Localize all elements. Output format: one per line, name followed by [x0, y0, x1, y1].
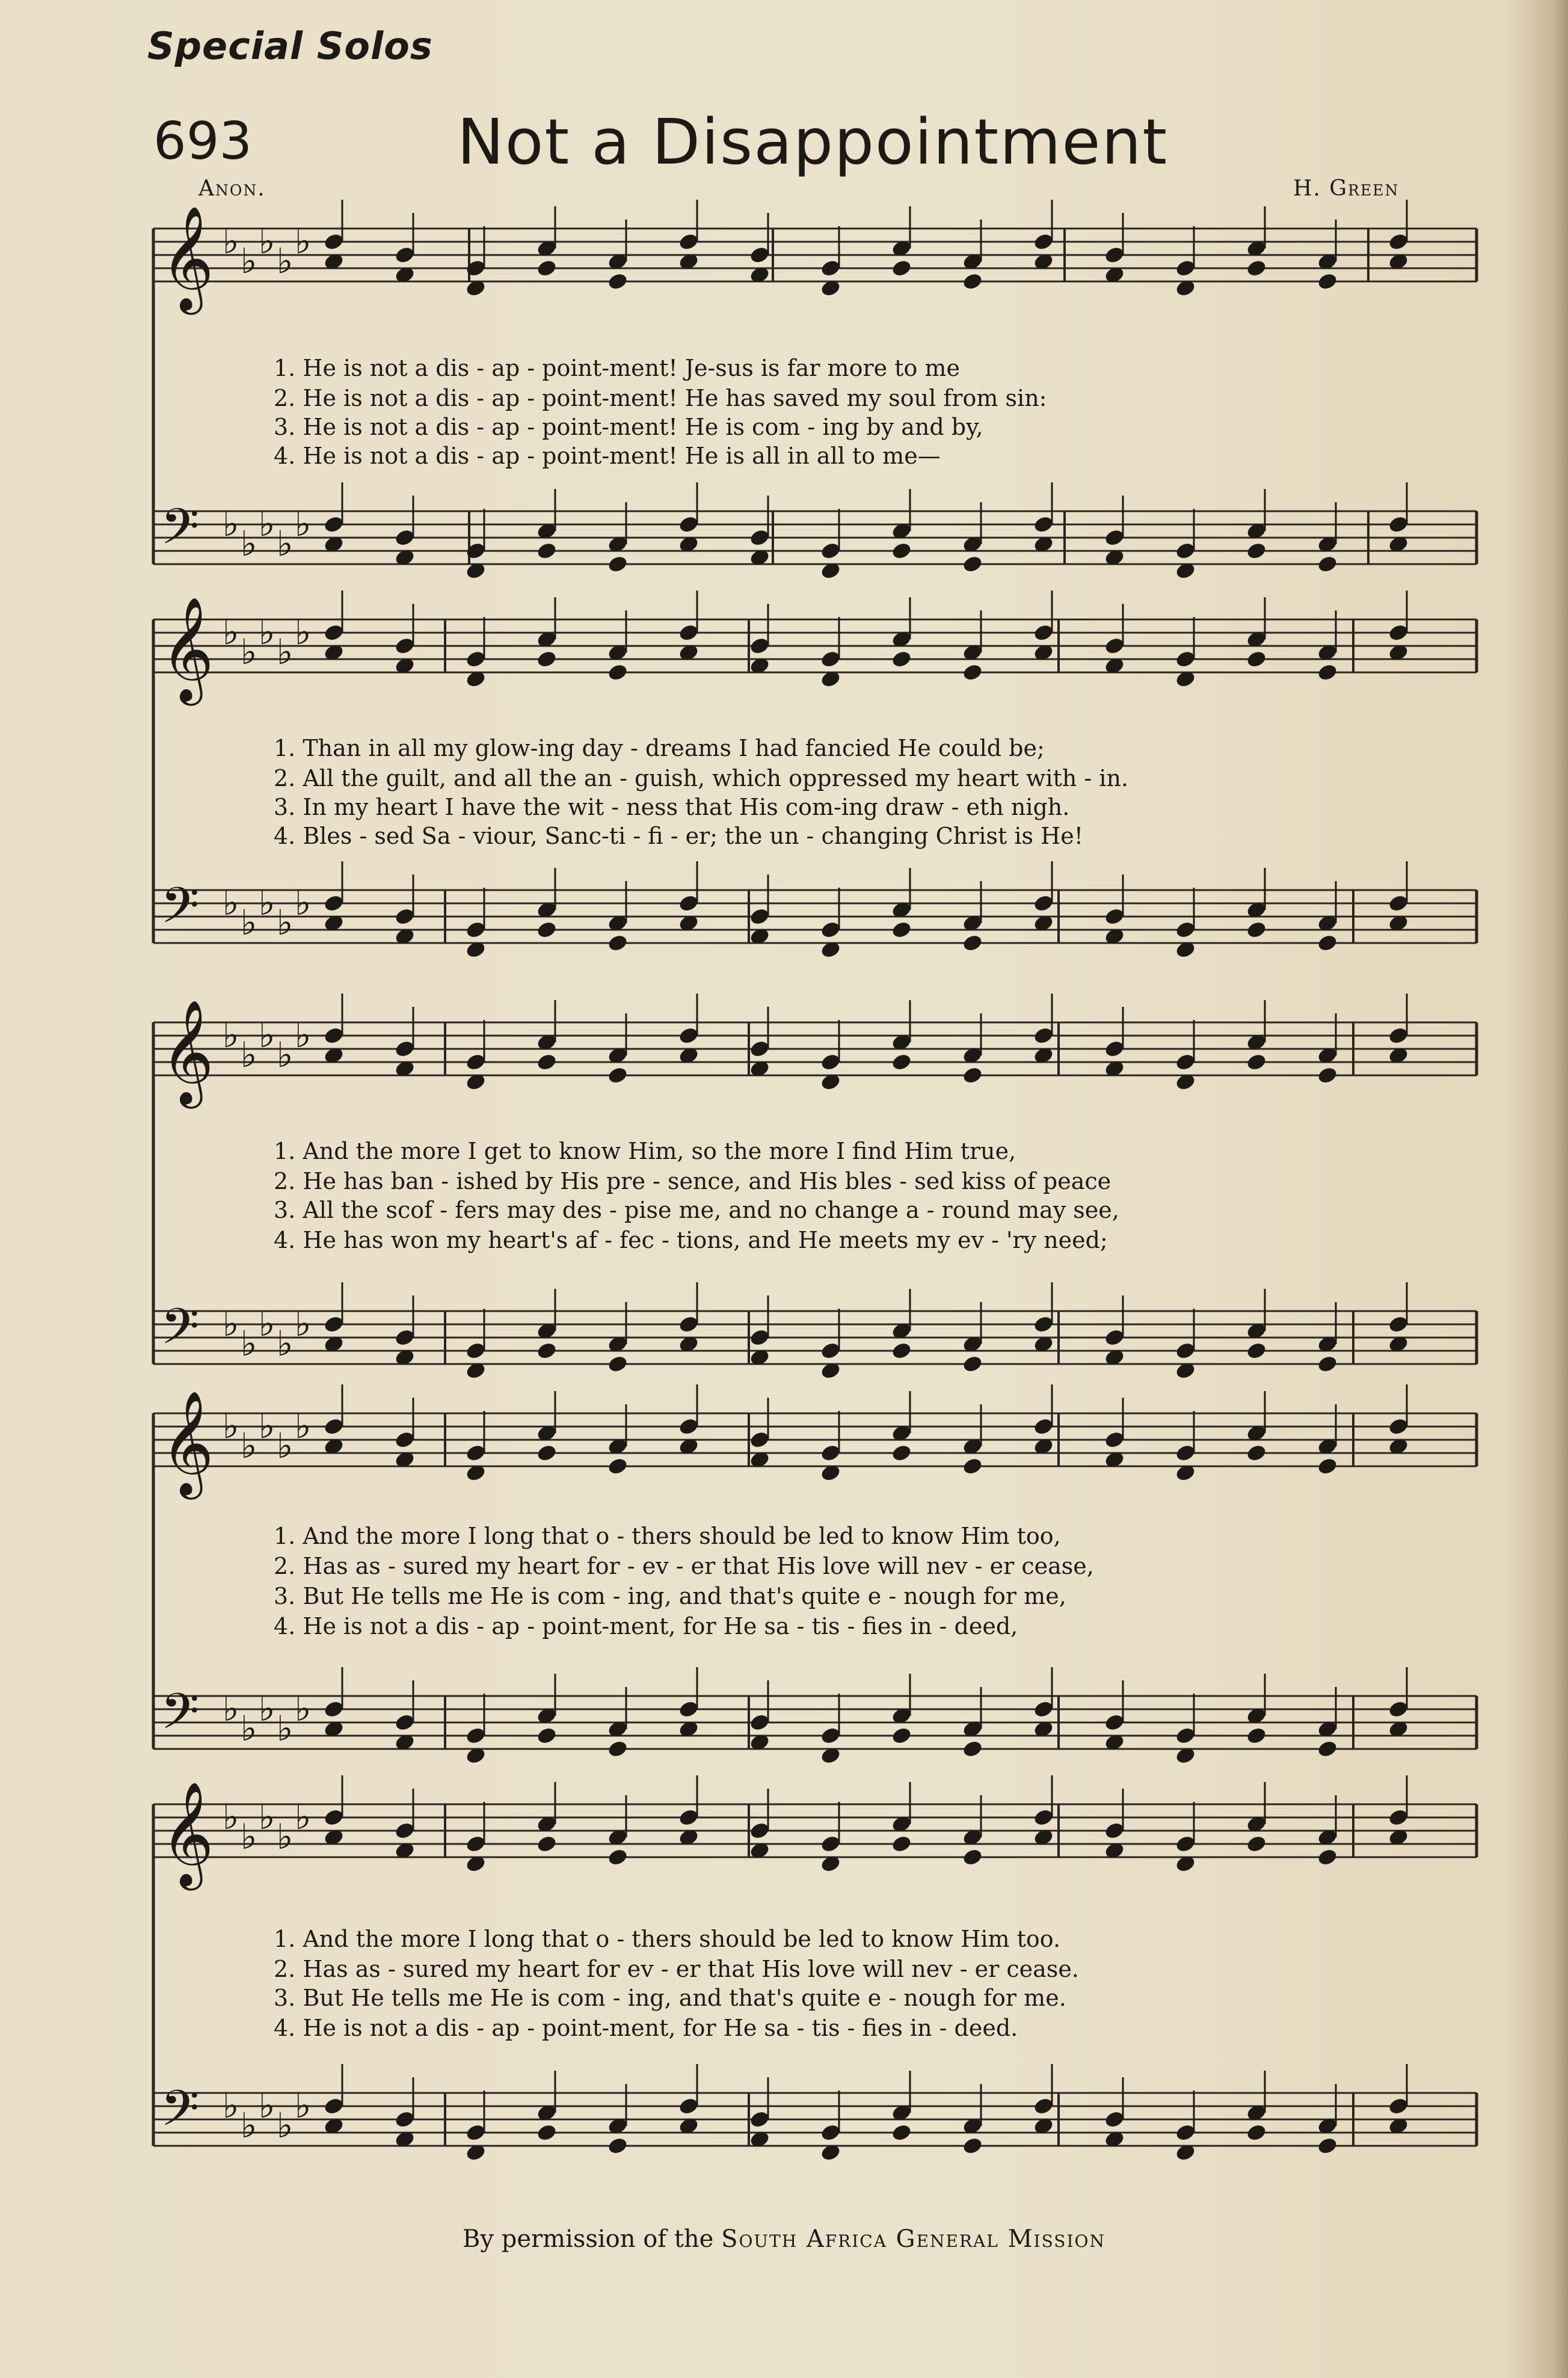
note-head	[536, 1834, 558, 1854]
note-head	[962, 663, 983, 683]
composer-credit: H. Green	[1293, 176, 1400, 201]
verse-line	[274, 765, 1443, 793]
bass-clef-icon: 𝄢	[161, 1297, 200, 1368]
verse-text: 3. But He tells me He is com - ing, and that's quite e - nough for me,	[274, 1583, 1066, 1609]
note-head	[891, 541, 912, 561]
flat-icon: ♭	[277, 1323, 294, 1364]
bass-clef-icon: 𝄢	[161, 1682, 200, 1753]
bass-clef-icon: 𝄢	[161, 497, 200, 568]
verse-line	[274, 443, 1443, 470]
note-head	[536, 1052, 558, 1072]
flat-icon: ♭	[295, 503, 312, 544]
verse-line	[274, 1197, 1443, 1224]
note-head	[962, 1066, 983, 1086]
verse-line	[274, 1613, 1443, 1641]
flat-icon: ♭	[241, 1425, 257, 1466]
note-head	[536, 920, 558, 940]
verse-text: 4. Bles - sed Sa - viour, Sanc-ti - fi - er; the un - changing Christ is He!	[274, 823, 1084, 849]
verse-line	[274, 794, 1443, 822]
note-head	[536, 541, 558, 561]
flat-icon: ♭	[259, 882, 275, 923]
flat-icon: ♭	[259, 503, 275, 544]
flat-icon: ♭	[241, 1708, 257, 1749]
bass-clef-icon: 𝄢	[161, 2079, 200, 2149]
verse-line	[274, 1168, 1443, 1196]
verse-line	[274, 1553, 1443, 1581]
flat-icon: ♭	[259, 612, 275, 653]
note-head	[1317, 272, 1338, 292]
flat-icon: ♭	[277, 241, 294, 281]
note-head	[891, 1834, 912, 1854]
note-head	[607, 555, 629, 574]
note-head	[1317, 663, 1338, 683]
flat-icon: ♭	[241, 1323, 257, 1364]
verse-line	[274, 735, 1443, 763]
treble-clef-icon: 𝄞	[161, 597, 214, 701]
bass-clef-icon: 𝄢	[161, 876, 200, 947]
note-head	[891, 2123, 912, 2143]
note-head	[962, 272, 983, 292]
verse-text: 3. But He tells me He is com - ing, and that's quite e - nough for me.	[274, 1985, 1066, 2011]
flat-icon: ♭	[241, 902, 257, 943]
verse-text: 1. He is not a dis - ap - point-ment! Je-sus is far more to me	[274, 355, 960, 381]
flat-icon: ♭	[295, 1796, 312, 1837]
note-head	[1246, 920, 1267, 940]
note-head	[891, 1726, 912, 1746]
flat-icon: ♭	[223, 1303, 239, 1344]
flat-icon: ♭	[295, 221, 312, 262]
note-head	[891, 259, 912, 278]
verse-text: 2. All the guilt, and all the an - guish, which oppressed my heart with - in.	[274, 765, 1129, 791]
verse-line	[274, 1926, 1443, 1953]
note-head	[1246, 650, 1267, 669]
flat-icon: ♭	[241, 523, 257, 564]
lyricist-credit: Anon.	[198, 176, 266, 201]
note-head	[962, 1739, 983, 1759]
flat-icon: ♭	[223, 221, 239, 262]
verse-text: 3. All the scof - fers may des - pise me, and no change a - round may see,	[274, 1197, 1119, 1223]
treble-clef-icon: 𝄞	[161, 1781, 214, 1886]
flat-icon: ♭	[241, 631, 257, 672]
verse-text: 1. Than in all my glow-ing day - dreams I had fancied He could be;	[274, 735, 1045, 761]
verse-text: 4. He is not a dis - ap - point-ment, for He sa - tis - fies in - deed.	[274, 2015, 1018, 2041]
note-head	[891, 1341, 912, 1361]
note-head	[962, 1354, 983, 1374]
verse-text: 1. And the more I long that o - thers should be led to know Him too.	[274, 1926, 1061, 1952]
verse-text: 2. He has ban - ished by His pre - sence, and His bles - sed kiss of peace	[274, 1168, 1111, 1194]
flat-icon: ♭	[295, 1015, 312, 1055]
verse-text: 1. And the more I get to know Him, so the more I find Him true,	[274, 1138, 1016, 1164]
flat-icon: ♭	[223, 1015, 239, 1055]
verse-text: 3. In my heart I have the wit - ness that His com-ing draw - eth nigh.	[274, 794, 1070, 820]
flat-icon: ♭	[223, 2085, 239, 2126]
note-head	[607, 1354, 629, 1374]
flat-icon: ♭	[295, 1303, 312, 1344]
verse-line	[274, 2015, 1443, 2042]
treble-clef-icon: 𝄞	[161, 1390, 214, 1495]
note-head	[1246, 1341, 1267, 1361]
permission-footer	[0, 2225, 1568, 2253]
verse-text: 3. He is not a dis - ap - point-ment! He is com - ing by and by,	[274, 414, 983, 440]
note-head	[536, 1443, 558, 1463]
note-head	[607, 272, 629, 292]
verse-line	[274, 1985, 1443, 2012]
flat-icon: ♭	[295, 612, 312, 653]
verse-text: 2. Has as - sured my heart for ev - er that His love will nev - er cease.	[274, 1956, 1079, 1982]
verse-text: 4. He is not a dis - ap - point-ment, for He sa - tis - fies in - deed,	[274, 1613, 1018, 1639]
flat-icon: ♭	[259, 2085, 275, 2126]
note-head	[891, 650, 912, 669]
note-head	[1317, 2136, 1338, 2156]
verse-text: 4. He is not a dis - ap - point-ment! He is all in all to me—	[274, 443, 941, 469]
note-head	[891, 920, 912, 940]
verse-text: 2. He is not a dis - ap - point-ment! He has saved my soul from sin:	[274, 385, 1047, 411]
verse-line	[274, 385, 1443, 413]
flat-icon: ♭	[259, 1796, 275, 1837]
flat-icon: ♭	[277, 1425, 294, 1466]
verse-text: 1. And the more I long that o - thers should be led to know Him too,	[274, 1523, 1061, 1549]
hymn-number: 693	[153, 111, 253, 171]
flat-icon: ♭	[223, 1688, 239, 1729]
note-head	[607, 663, 629, 683]
flat-icon: ♭	[277, 631, 294, 672]
flat-icon: ♭	[277, 2105, 294, 2146]
note-head	[536, 259, 558, 278]
section-label: Special Solos	[147, 24, 433, 68]
note-head	[607, 2136, 629, 2156]
note-head	[891, 1443, 912, 1463]
footer-organization: South Africa General Mission	[721, 2225, 1105, 2253]
verse-line	[274, 1583, 1443, 1611]
note-head	[1246, 1834, 1267, 1854]
flat-icon: ♭	[223, 1796, 239, 1837]
note-head	[962, 1848, 983, 1867]
flat-icon: ♭	[295, 2085, 312, 2126]
flat-icon: ♭	[259, 1406, 275, 1446]
verse-text: 2. Has as - sured my heart for - ev - er that His love will nev - er cease,	[274, 1553, 1094, 1579]
flat-icon: ♭	[295, 1688, 312, 1729]
note-head	[891, 1052, 912, 1072]
flat-icon: ♭	[223, 882, 239, 923]
note-head	[1317, 1354, 1338, 1374]
verse-line	[274, 823, 1443, 850]
verse-line	[274, 1523, 1443, 1550]
note-head	[1317, 1457, 1338, 1476]
note-head	[962, 555, 983, 574]
note-head	[1246, 2123, 1267, 2143]
note-head	[607, 1848, 629, 1867]
flat-icon: ♭	[259, 1688, 275, 1729]
treble-clef-icon: 𝄞	[161, 1000, 214, 1104]
note-head	[1317, 1848, 1338, 1867]
verse-line	[274, 1138, 1443, 1166]
verse-line	[274, 355, 1443, 383]
note-head	[536, 650, 558, 669]
flat-icon: ♭	[259, 221, 275, 262]
flat-icon: ♭	[295, 1406, 312, 1446]
note-head	[536, 1341, 558, 1361]
note-head	[1317, 1739, 1338, 1759]
verse-line	[274, 1227, 1443, 1255]
note-head	[1317, 1066, 1338, 1086]
flat-icon: ♭	[277, 902, 294, 943]
verse-line	[274, 414, 1443, 441]
note-head	[1246, 259, 1267, 278]
note-head	[1246, 1052, 1267, 1072]
flat-icon: ♭	[277, 1816, 294, 1857]
note-head	[607, 1457, 629, 1476]
note-head	[1246, 541, 1267, 561]
verse-text: 4. He has won my heart's af - fec - tions, and He meets my ev - 'ry need;	[274, 1227, 1108, 1253]
flat-icon: ♭	[241, 2105, 257, 2146]
flat-icon: ♭	[223, 612, 239, 653]
flat-icon: ♭	[241, 1034, 257, 1075]
flat-icon: ♭	[241, 1816, 257, 1857]
note-head	[1246, 1726, 1267, 1746]
note-head	[536, 2123, 558, 2143]
flat-icon: ♭	[295, 882, 312, 923]
note-head	[607, 933, 629, 953]
flat-icon: ♭	[223, 503, 239, 544]
treble-clef-icon: 𝄞	[161, 206, 214, 310]
note-head	[962, 933, 983, 953]
note-head	[962, 2136, 983, 2156]
note-head	[1317, 933, 1338, 953]
hymn-title: Not a Disappointment	[457, 105, 1169, 179]
note-head	[962, 1457, 983, 1476]
footer-prefix: By permission of the	[463, 2225, 714, 2253]
flat-icon: ♭	[223, 1406, 239, 1446]
note-head	[1246, 1443, 1267, 1463]
verse-line	[274, 1956, 1443, 1983]
flat-icon: ♭	[259, 1015, 275, 1055]
flat-icon: ♭	[277, 523, 294, 564]
flat-icon: ♭	[259, 1303, 275, 1344]
note-head	[536, 1726, 558, 1746]
flat-icon: ♭	[241, 241, 257, 281]
flat-icon: ♭	[277, 1034, 294, 1075]
flat-icon: ♭	[277, 1708, 294, 1749]
note-head	[607, 1066, 629, 1086]
note-head	[1317, 555, 1338, 574]
note-head	[607, 1739, 629, 1759]
